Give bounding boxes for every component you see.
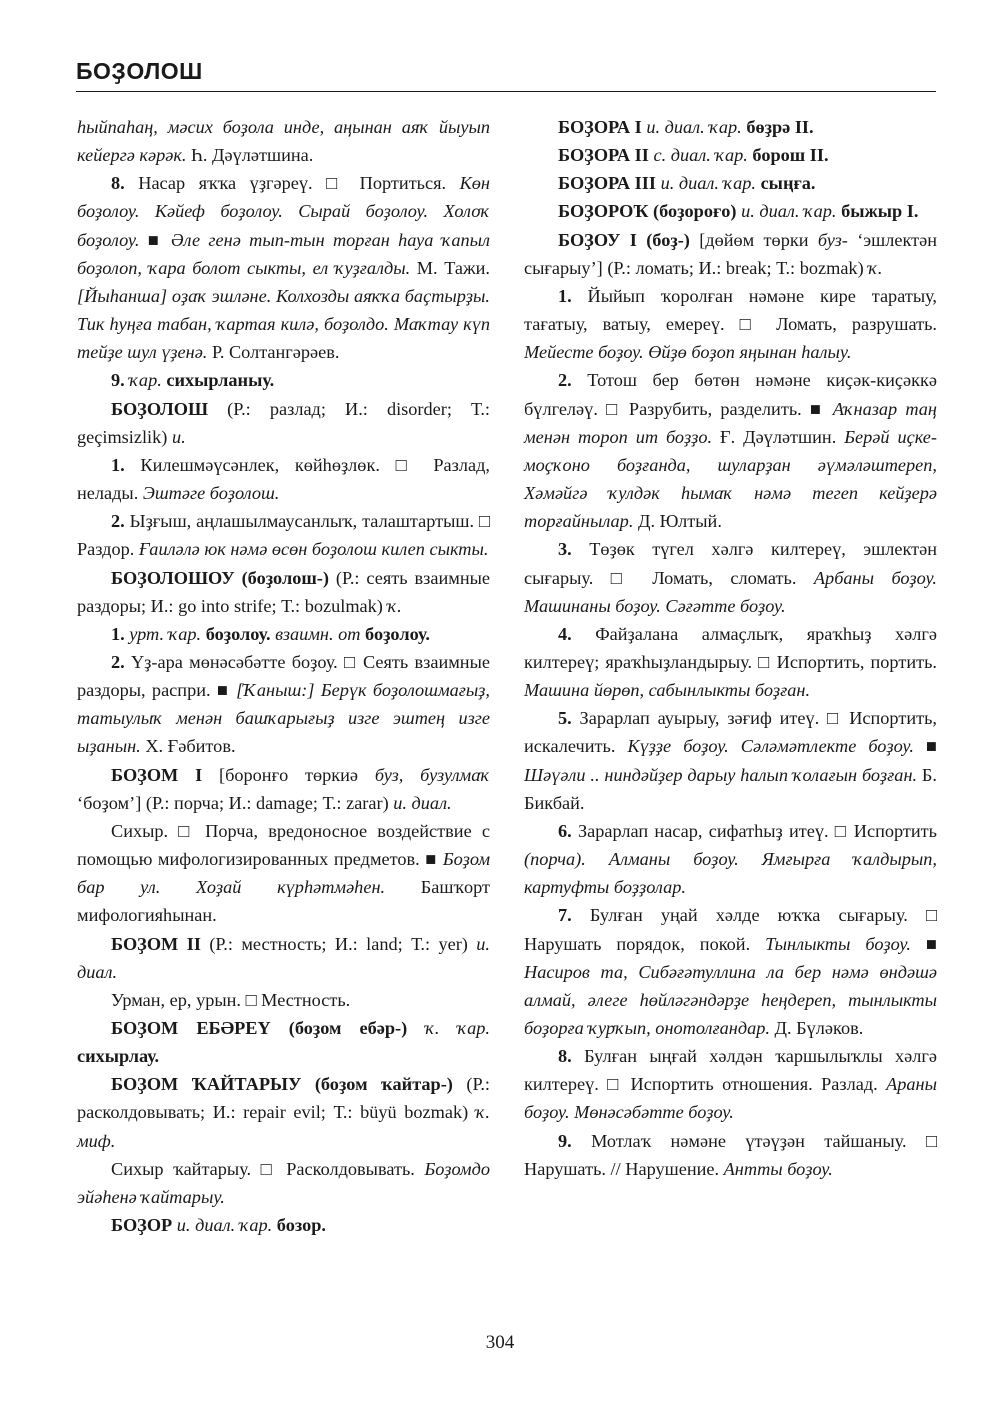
body-text: Килешмәүсәнлек, көйһөҙлөк. □ Разлад, нелады. xyxy=(77,454,490,504)
entry-paragraph xyxy=(524,817,937,901)
body-text: Урман, ер, урын. □ Местность. xyxy=(111,989,351,1010)
italic-text: и. xyxy=(171,426,186,447)
bold-text: 5. xyxy=(558,708,572,729)
italic-text: и. диал. xyxy=(77,933,490,982)
italic-text: Ғаиләлә юк нәмә өсөн боҙолош килеп сыкты. xyxy=(138,539,489,560)
body-text: (Р.: разлад; И.: disorder; Т.: geçimsizlik) xyxy=(77,398,490,447)
bold-text: БОҘОРА III xyxy=(558,173,656,194)
entry-paragraph xyxy=(77,507,490,563)
bold-text: 8. xyxy=(111,173,125,194)
italic-text: Тынлыкты боҙоу. xyxy=(765,933,911,954)
entry-paragraph xyxy=(524,141,937,169)
italic-text: [Ҡаныш:] Берүк боҙолошмағыҙ, татыулыҡ менән башҡарығыҙ изге эштең изге ыҙанын. xyxy=(77,680,490,757)
bold-text: сихырлау. xyxy=(77,1046,160,1067)
body-text: Д. Юлтый. xyxy=(633,511,722,532)
italic-text: Боҙомдо эйәһенә ҡайтарыу. xyxy=(77,1158,490,1207)
entry-paragraph xyxy=(524,226,937,282)
body-text: Булған уңай хәлде юҡҡа сығарыу. □ Нарушать порядок, покой. xyxy=(524,905,937,954)
entry-paragraph xyxy=(77,761,490,817)
italic-text: Насиров та, Сибәғәтуллина ла бер нәмә өндәшә алмай, әлеге һөйләгәндәрҙе һеңдереп, тынлыкты боҙорға ҡурҡып, онотолғандар. xyxy=(524,961,937,1038)
italic-text: и. диал. xyxy=(393,792,452,813)
body-text: Йыйып ҡоролған нәмәне кире таратыу, тағатыу, ватыу, емереү. □ Ломать, разрушать. xyxy=(524,285,937,335)
italic-text: Алманы боҙоу. Ямғырға ҡалдырып, картуфты боҙҙолар. xyxy=(524,849,937,898)
bold-text: 9. xyxy=(111,370,125,391)
body-text xyxy=(586,849,609,869)
bold-text: БОҘОУ I (боҙ-) xyxy=(558,229,690,250)
italic-text: Аҡназар таң менән тороп ит боҙҙо. xyxy=(524,398,937,447)
body-text: (Р.: местность; И.: land; Т.: yer) xyxy=(200,933,477,954)
entry-paragraph xyxy=(77,1014,490,1070)
bold-text: 8. xyxy=(558,1046,572,1067)
italic-text: ҡ. ҡар. xyxy=(407,1018,491,1038)
italic-text: Күҙҙе боҙоу. Сәләмәтлекте боҙоу. xyxy=(627,736,914,757)
italic-text: и. диал. ҡар. xyxy=(641,117,742,137)
italic-text: Машина йөрөп, сабынлыкты боҙған. xyxy=(524,680,811,701)
body-text: Тотош бер бөтөн нәмәне киҫәк-киҫәккә бүлгеләү. □ Разрубить, разделить. ■ xyxy=(524,370,937,419)
italic-text: буз, бузулмаҡ xyxy=(374,764,490,785)
body-text: Д. Бүләков. xyxy=(769,1018,864,1038)
bold-text: БОҘОМ ҠАЙТАРЫУ (боҙом ҡайтар-) xyxy=(111,1074,453,1095)
entry-paragraph xyxy=(77,366,490,394)
entry-paragraph xyxy=(524,704,937,817)
italic-text: и. диал. ҡар. xyxy=(736,201,837,222)
body-text: Х. Ғәбитов. xyxy=(140,736,236,757)
italic-text: ҡ. xyxy=(868,257,883,278)
bold-text: БОҘОМ I xyxy=(111,764,203,785)
bold-text: 1. xyxy=(111,623,125,644)
body-text: Зарарлап ауырыу, зәғиф итеү. □ Испортить, искалечить. xyxy=(524,708,937,757)
bold-text: 6. xyxy=(558,820,572,841)
entry-paragraph xyxy=(524,169,937,197)
bold-text: быжыр I. xyxy=(836,201,919,222)
bold-text: 3. xyxy=(558,539,572,560)
bold-text: БОҘОР xyxy=(111,1215,173,1236)
bold-text: 2. xyxy=(111,511,125,532)
body-text: Ыҙғыш, аңлашылмаусанлыҡ, талаштартыш. □ Раздор. xyxy=(77,511,490,560)
body-text: Мотлаҡ нәмәне үтәүҙән тайшаныу. □ Нарушать. // Нарушение. xyxy=(524,1130,937,1179)
entry-paragraph xyxy=(77,395,490,451)
entry-paragraph xyxy=(77,451,490,507)
body-text: Ғ. Дәүләтшин. xyxy=(712,426,845,447)
entry-paragraph xyxy=(77,1211,490,1239)
bold-text: БОҘОРОҠ (боҙороғо) xyxy=(558,201,737,222)
body-text: Һ. Дәүләтшина. xyxy=(186,145,314,166)
entry-paragraph xyxy=(77,113,490,169)
bold-text: боҙолоу. xyxy=(201,623,271,644)
bold-text: 2. xyxy=(558,370,572,391)
body-text: (Р.: сеять взаимные раздоры; И.: go into strife; Т.: bozulmak) xyxy=(77,567,491,616)
body-text: ■ xyxy=(910,933,937,954)
header-divider xyxy=(76,91,936,92)
bold-text: бозор. xyxy=(272,1215,326,1236)
entry-paragraph xyxy=(524,282,937,366)
left-column xyxy=(77,113,490,1239)
body-text: Булған ыңғай хәлдән ҡаршылыҡлы хәлгә килтереү. □ Испортить отношения. Разлад. xyxy=(524,1046,937,1095)
bold-text: БОҘОМ ЕБӘРЕҮ (боҙом ебәр-) xyxy=(111,1018,408,1038)
body-text: [дөйөм төрки xyxy=(689,229,818,250)
bold-text: боҙолоу. xyxy=(360,623,430,644)
bold-text: 9. xyxy=(558,1130,572,1151)
entry-paragraph xyxy=(77,930,490,986)
body-text: М. Тажи. xyxy=(410,257,491,278)
italic-text: ҡ. миф. xyxy=(77,1102,490,1151)
bold-text: 2. xyxy=(111,651,125,672)
bold-text: борош II. xyxy=(747,145,829,166)
entry-paragraph xyxy=(524,113,937,141)
bold-text: сыңға. xyxy=(756,173,816,194)
bold-text: сихырланыу. xyxy=(161,370,275,391)
entry-paragraph xyxy=(524,901,937,1042)
entry-paragraph xyxy=(524,366,937,535)
entry-paragraph xyxy=(524,535,937,619)
entry-paragraph xyxy=(77,817,490,930)
italic-text: урт. ҡар. xyxy=(124,623,202,644)
italic-text: ҡ. xyxy=(387,595,402,616)
body-text: Үҙ-ара мөнәсәбәтте боҙоу. □ Сеять взаимные раздоры, распри. ■ xyxy=(77,651,490,701)
body-text: Б. Бикбай. xyxy=(524,764,938,813)
body-text: (Р.: расколдовывать; И.: repair evil; Т.: büyü bozmak) xyxy=(77,1074,490,1123)
italic-text: [Йыһанша] оҙаҡ эшләне. Колхозды аяҡҡа баҫтырҙы. Тик һуңға табан, ҡартая килә, боҙолдо. Маҡтау күп тейҙе шул үҙенә. xyxy=(77,285,490,363)
italic-text: һыйпаһаң, мәсих боҙола инде, аңынан аяҡ йыуып кейергә кәрәк. xyxy=(77,117,490,166)
bold-text: БОҘОРА I xyxy=(558,117,642,137)
body-text: Файҙалана алмаҫлыҡ, яраҡһыҙ хәлгә килтереү; яраҡһыҙландырыу. □ Испортить, портить. xyxy=(524,623,937,672)
body-text: ‘эшлектән сығарыу’] (Р.: ломать; И.: break; Т.: bozmak) xyxy=(524,229,937,278)
italic-text: (порча). xyxy=(524,849,586,870)
italic-text: Мейесте боҙоу. Өйҙө боҙоп яңынан һалыу. xyxy=(524,342,852,363)
body-text: ‘боҙом’] (Р.: порча; И.: damage; Т.: zarar) xyxy=(77,792,394,813)
body-text: Насар яҡҡа үҙгәреү. □ Портиться. xyxy=(124,173,460,194)
entry-paragraph xyxy=(77,986,490,1014)
bold-text: 1. xyxy=(558,285,572,306)
entry-paragraph xyxy=(77,169,490,366)
body-text: Төҙөк түгел хәлгә килтереү, эшлектән сығарыу. □ Ломать, сломать. xyxy=(524,539,937,588)
italic-text: и. диал. ҡар. xyxy=(172,1215,273,1236)
bold-text: БОҘОЛОШОУ (боҙолош-) xyxy=(111,567,329,588)
page-number: 304 xyxy=(485,1332,515,1353)
italic-text: Арбаны боҙоу. Машинаны боҙоу. Сәғәтте боҙоу. xyxy=(524,567,937,616)
italic-text: ҡар. xyxy=(129,370,162,391)
italic-text: взаимн. от xyxy=(270,623,361,644)
body-text: Зарарлап насар, сифатһыҙ итеү. □ Испортить xyxy=(571,820,937,841)
bold-text: 1. xyxy=(111,454,125,475)
italic-text: Көн боҙолоу. Кәйеф боҙолоу. Сырай боҙолоу. Холоҡ боҙолоу. xyxy=(77,173,490,250)
body-text: ■ xyxy=(913,736,937,757)
body-text: ■ xyxy=(139,229,171,250)
entry-paragraph xyxy=(77,1070,490,1154)
italic-text: и. диал. ҡар. xyxy=(656,173,756,194)
body-text: Башҡорт мифологияһынан. xyxy=(77,877,490,926)
body-text: Р. Солтангәрәев. xyxy=(207,342,340,363)
italic-text: с. диал. ҡар. xyxy=(648,145,748,166)
entry-paragraph xyxy=(77,564,490,620)
body-text: Сихыр ҡайтарыу. □ Расколдовывать. xyxy=(111,1158,425,1179)
entry-paragraph xyxy=(524,620,937,704)
italic-text: Эштәге боҙолош. xyxy=(142,483,280,504)
body-text: Сихыр. □ Порча, вредоносное воздействие с помощью мифологизированных предметов. ■ xyxy=(77,820,490,870)
body-text: [боронғо төркиә xyxy=(202,764,375,785)
italic-text: Антты боҙоу. xyxy=(723,1158,833,1179)
entry-paragraph xyxy=(77,620,490,648)
entry-paragraph xyxy=(77,1155,490,1211)
italic-text: Әле генә тып-тын торған һауа ҡапыл боҙолоп, ҡара болот сыкты, ел ҡуҙғалды. xyxy=(77,229,490,278)
bold-text: БОҘОМ II xyxy=(111,933,201,954)
bold-text: бөҙрә II. xyxy=(741,117,814,137)
bold-text: 7. xyxy=(558,905,572,926)
running-head-title: БОҘОЛОШ xyxy=(76,58,203,84)
entry-paragraph xyxy=(77,648,490,761)
italic-text: Шәүәли .. ниндәйҙер дарыу һалып ҡолағын боҙған. xyxy=(524,764,918,785)
bold-text: БОҘОЛОШ xyxy=(111,398,209,419)
entry-paragraph xyxy=(524,1042,937,1126)
italic-text: Боҙом бар ул. Хоҙай күрһәтмәһен. xyxy=(77,849,490,898)
bold-text: 4. xyxy=(558,623,572,644)
italic-text: Араны боҙоу. Мөнәсәбәтте боҙоу. xyxy=(524,1074,937,1123)
entry-paragraph xyxy=(524,1127,937,1183)
bold-text: БОҘОРА II xyxy=(558,145,649,166)
italic-text: буз- xyxy=(817,229,848,250)
italic-text: Берәй иҫке-моҫҡоно боҙғанда, шуларҙан әүмәләштереп, Хәмәйгә ҡулдәк һымаҡ нәмә тегеп кейҙерә торғайнылар. xyxy=(524,426,938,532)
right-column xyxy=(524,113,937,1183)
entry-paragraph xyxy=(524,197,937,225)
